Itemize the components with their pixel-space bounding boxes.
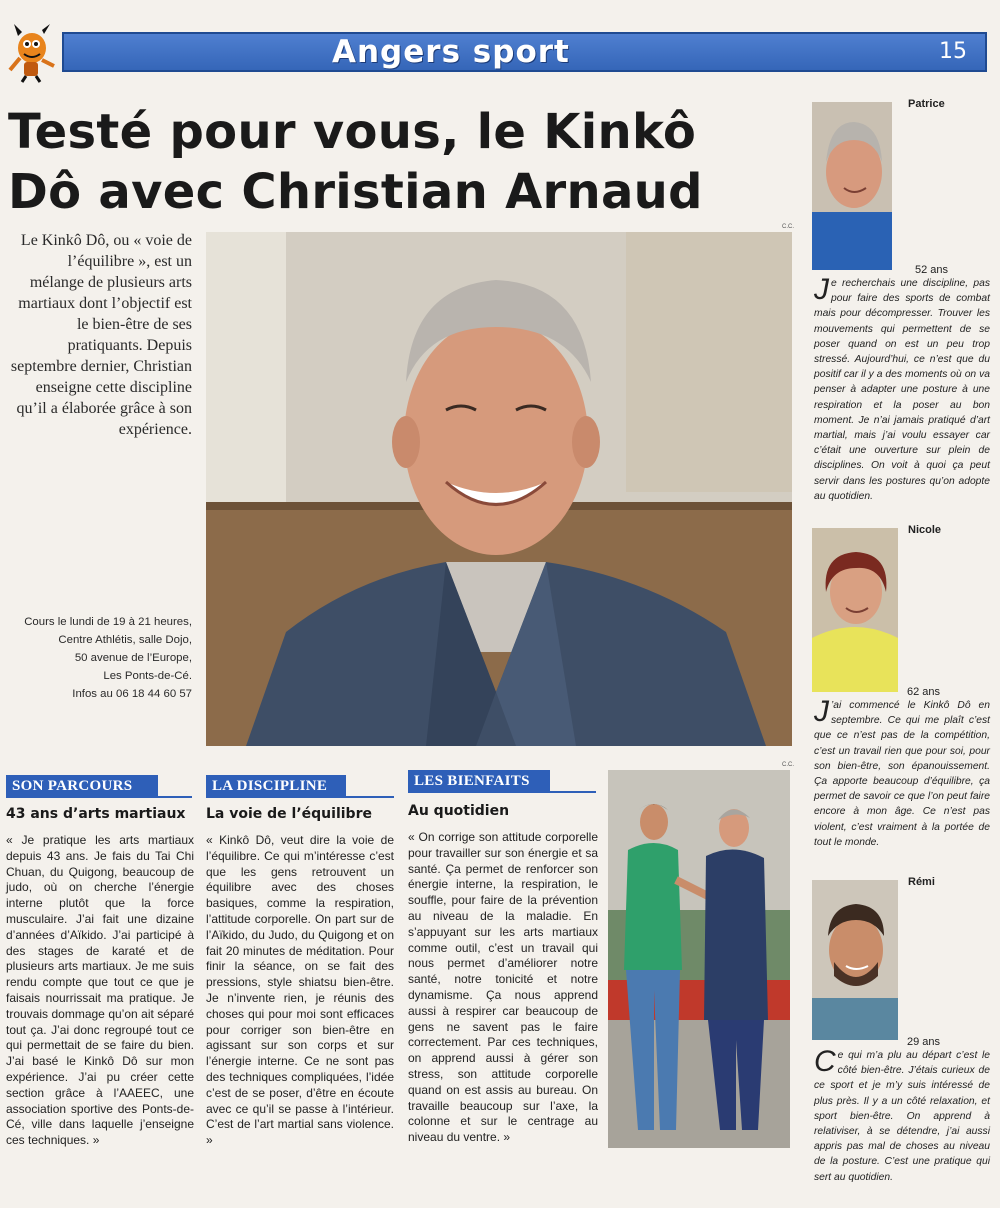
headline-line-1: Testé pour vous, le Kinkô [8,104,697,160]
practice-photo [608,770,790,1148]
practical-info [8,613,192,703]
portrait-nicole [812,528,898,692]
main-photo [206,232,792,746]
dropcap: J [814,695,829,728]
section-rule [6,796,192,798]
testimonial-text-nicole [814,695,990,850]
headline-line-2: Dô avec Christian Arnaud [8,164,703,220]
page-number: 15 [939,39,967,64]
testimonial-age-remi: 29 ans [906,1036,940,1048]
testimonial-text-remi [814,1045,990,1185]
section-heading-discipline: La voie de l’équilibre [206,806,372,822]
portrait-remi [812,880,898,1040]
photo-credit: C.C. [782,762,794,768]
testimonial-name-patrice: Patrice [908,98,945,110]
section-heading-parcours: 43 ans d’arts martiaux [6,806,186,822]
section-body-parcours: « Je pratique les arts martiaux depuis 43 ans. Je fais du Tai Chi Chuan, du Quigong, beaucoup de judo, où on cherche l’énergie interne plutôt que la force musculaire. J’ai fait une dizaine d’années d’Aïkido. J’ai participé à des stages de karaté et de plusieurs arts martiaux. Je me suis rendu compte que tout ce que je faisais nourrissait ma pratique. Je trouvais dommage qu’on ait séparé tout ça. J’ai donc regroupé tout ce qui permettait de se faire du bien. J’ai basé le Kinkô Dô sur mon expérience. J’ai pu créer cette section grâce à l’AAEEC, une association sportive des Ponts-de-Cé, ville dans laquelle j’enseigne ces techniques. » [6,833,194,1148]
testimonial-body: ’ai commencé le Kinkô Dô en septembre. Ce qui me plaît c’est que ce n’est pas de la compétition, c’est un travail rien que pour soi, pour son bien-être, son épanouissement. Ça apporte beaucoup d’équilibre, ça permet de savoir ce que l’on peut faire encore à mon âge. Ce n’est pas violent, c’est vraiment à la portée de tout le monde. [814,700,990,848]
intro-paragraph: Le Kinkô Dô, ou « voie de l’équilibre », est un mélange de plusieurs arts martiaux dont l’objectif est le bien-être de ses pratiquants. Depuis septembre dernier, Christian enseigne cette discipline qu’il a élaborée grâce à son expérience. [10,232,192,438]
dropcap: C [814,1045,836,1078]
page-header [0,0,1000,82]
portrait-patrice [812,102,892,270]
testimonial-name-remi: Rémi [908,876,935,888]
section-body-bienfaits: « On corrige son attitude corporelle pour travailler sur son énergie et sa santé. Ça permet de renforcer son énergie interne, la respiration, le souffle, pour faire de la prévention au niveau de la maladie. En s’appuyant sur les arts martiaux comme outil, c’est un travail qui nous permet d’améliorer notre santé, notre tonicité et notre dynamisme. Ça nous apprend aussi à respirer car beaucoup de gens ne savent pas le faire correctement. Par ces techniques, on apprend aussi à gérer son stress, son attitude corporelle quand on est assis au bureau. On travaille beaucoup sur l’axe, la colonne et sur le centrage au niveau du ventre. » [408,830,598,1145]
testimonial-age-patrice: 52 ans [914,264,948,276]
testimonial-body: e qui m’a plu au départ c’est le côté bien-être. J’étais curieux de ce sport et je m’y suis intéressé de plus près. Il y a un côté relaxation, et sport bien-être. On apprend à relativiser, à se détendre, j’ai aussi appris pas mal de choses au niveau de la posture. C’est une pratique qui sert au quotidien. [814,1050,990,1183]
section-rule [408,791,596,793]
headline [8,102,788,222]
testimonial-body: e recherchais une discipline, pas pour faire des sports de combat mais pour décompresser. Trouver les mouvements qui permettent de se poser quand on est un peu trop stressé. Aujourd’hui, ce n’est que du positif car il y a des moments où on va penser à adapter une posture à une respiration et la poser au bon moment. Je n’ai jamais pratiqué d’art martial, mais j’ai voulu essayer car c’était une ouverture sur plein de disciplines. On voit à quoi ça peut servir dans les postures qu’on adopte au quotidien. [814,278,990,502]
info-line: Cours le lundi de 19 à 21 heures, [24,616,192,628]
info-line: 50 avenue de l’Europe, [74,652,192,664]
testimonial-name-nicole: Nicole [908,524,942,536]
section-tab-discipline: LA DISCIPLINE [206,775,346,797]
section-body-discipline: « Kinkô Dô, veut dire la voie de l’équilibre. Ce qui m’intéresse c’est que les gens retrouvent un équilibre avec des choses basiques, comme la respiration, l’attitude corporelle. On part sur de l’Aïkido, du Judo, du Quigong et on fait 20 minutes de méditation. Pour finir la séance, on se fait des pressions, style shiatsu bien-être. Je n’invente rien, je réunis des choses qui pour moi sont efficaces pour corriger son bien-être en agissant sur son corps et sur l’énergie interne. Ce ne sont pas des techniques compliquées, l’idée c’est de se poser, d’être en écoute avec ce qu’il se passe à l’intérieur. C’est de l’art martial sans violence. » [206,833,394,1148]
info-line: Les Ponts-de-Cé. [103,670,192,682]
section-tab-parcours: SON PARCOURS [6,775,158,797]
section-title: Angers sport [332,34,570,70]
testimonial-age-nicole: 62 ans [906,686,940,698]
info-line: Centre Athlétis, salle Dojo, [58,634,192,646]
photo-credit: C.C. [782,224,794,230]
section-banner [62,32,987,72]
testimonial-text-patrice [814,273,990,504]
section-rule [206,796,394,798]
section-tab-bienfaits: LES BIENFAITS [408,770,550,792]
dropcap: J [814,273,829,306]
mascot-icon [4,18,58,84]
section-heading-bienfaits: Au quotidien [408,803,510,819]
info-line: Infos au 06 18 44 60 57 [72,688,192,700]
